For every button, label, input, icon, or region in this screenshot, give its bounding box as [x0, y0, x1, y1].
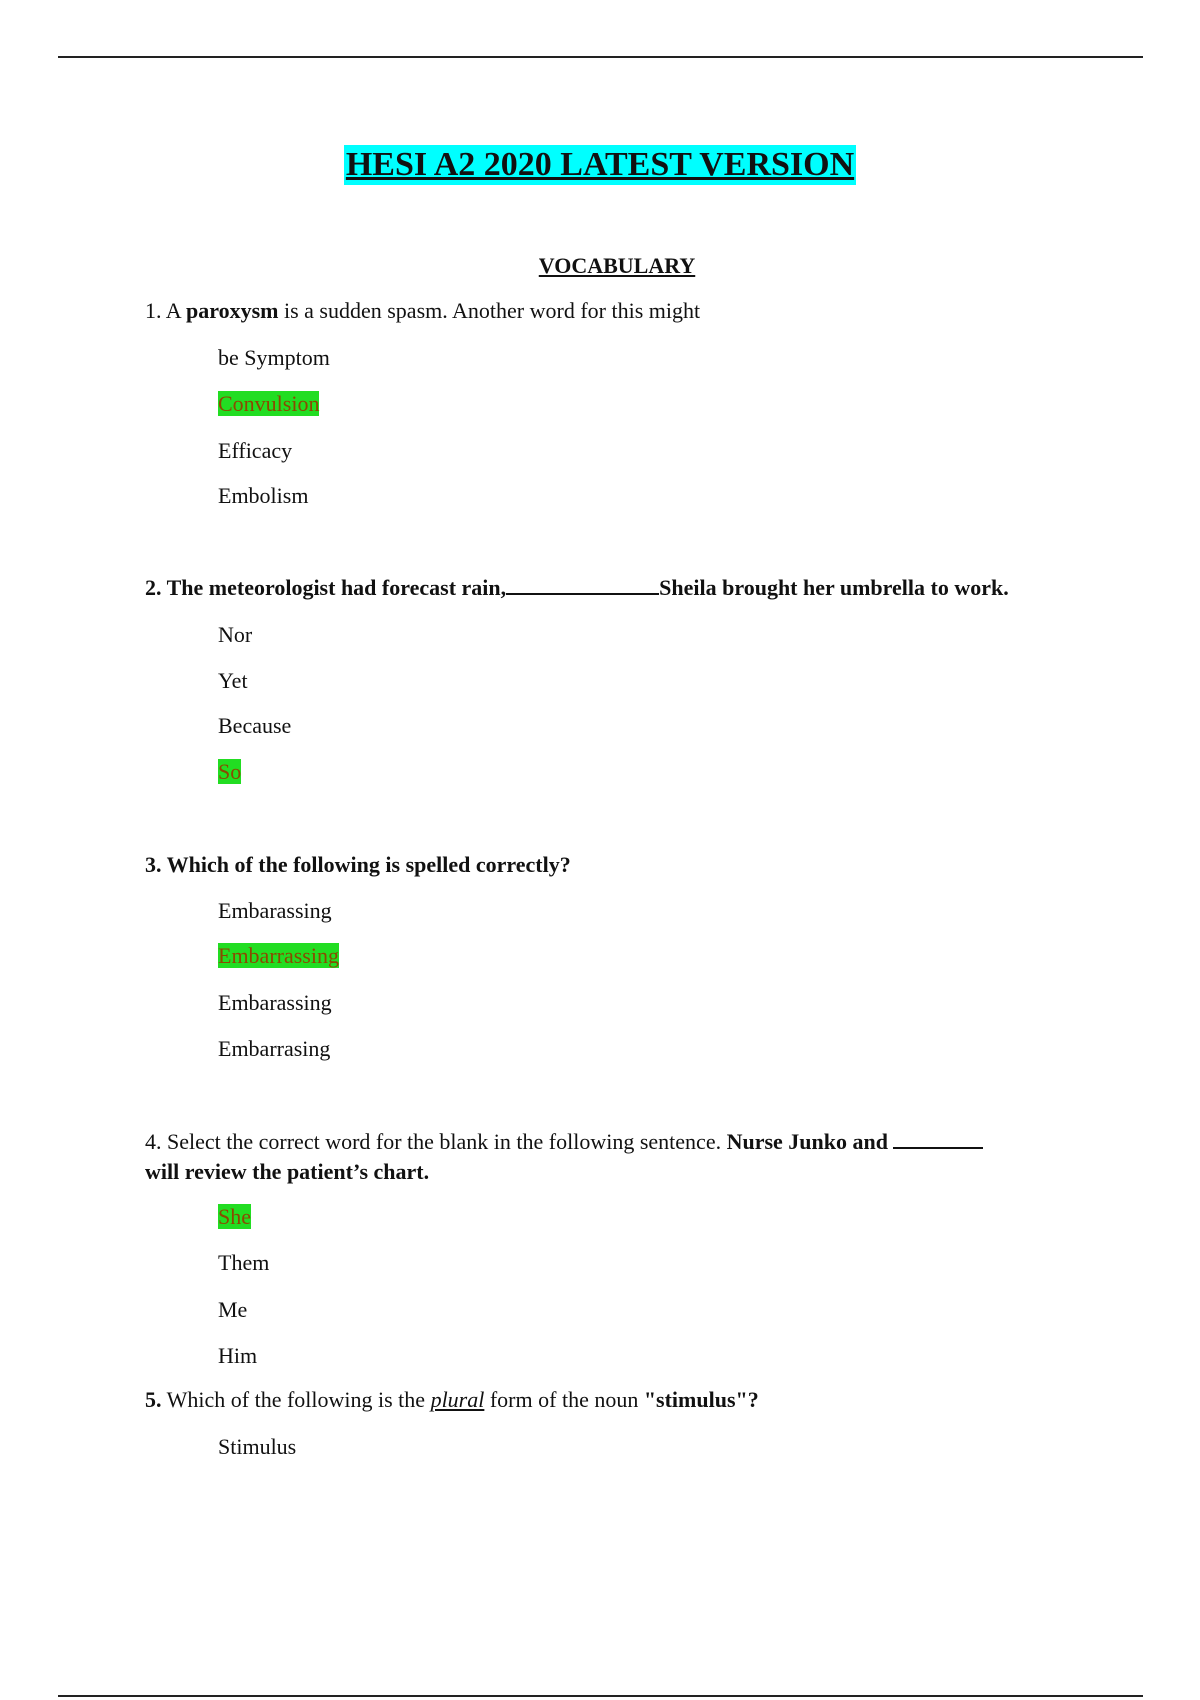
question-1 — [145, 296, 700, 326]
question-5 — [145, 1385, 759, 1415]
q3-option-2 — [218, 941, 339, 971]
question-1-pre: A — [165, 298, 181, 323]
q4-option-2: Them — [218, 1250, 270, 1275]
q3-answer-highlight: Embarrassing — [218, 943, 339, 968]
title-block — [0, 145, 1200, 185]
q1-answer-highlight: Convulsion — [218, 391, 320, 416]
q4-option-4: Him — [218, 1343, 258, 1368]
q2-answer-highlight: So — [218, 759, 242, 784]
question-4-text-c: will review the patient’s chart. — [145, 1159, 430, 1184]
q2-option-4 — [218, 757, 241, 787]
question-5-emphasis: plural — [430, 1387, 485, 1412]
q4-answer-highlight: She — [218, 1204, 251, 1229]
question-2-blank — [506, 573, 659, 595]
question-4-line-2 — [145, 1157, 429, 1187]
q2-option-3: Because — [218, 713, 292, 738]
question-1-term: paroxysm — [185, 298, 279, 323]
question-4-text-b: Nurse Junko and — [726, 1129, 888, 1154]
question-5-term: "stimulus"? — [643, 1387, 759, 1412]
question-5-text-a: Which of the following is the — [166, 1387, 426, 1412]
q1-option-1: be Symptom — [218, 345, 330, 370]
section-heading: VOCABULARY — [538, 253, 696, 278]
document-title: HESI A2 2020 LATEST VERSION — [345, 146, 855, 183]
question-5-text-b: form of the noun — [489, 1387, 639, 1412]
q3-option-4: Embarrasing — [218, 1036, 331, 1061]
q3-option-3: Embarassing — [218, 990, 332, 1015]
question-1-number: 1. — [145, 298, 162, 323]
top-rule — [58, 56, 1143, 58]
q1-option-3: Efficacy — [218, 438, 293, 463]
question-4-line-1 — [145, 1127, 983, 1157]
q1-option-2 — [218, 389, 319, 419]
section-heading-block — [0, 253, 1200, 279]
q4-option-1 — [218, 1202, 251, 1232]
question-5-number: 5. — [145, 1387, 162, 1412]
question-3-text: 3. Which of the following is spelled correctly? — [145, 852, 571, 877]
q4-option-3: Me — [218, 1297, 248, 1322]
question-2-text-a: 2. The meteorologist had forecast rain, — [145, 575, 507, 600]
q2-option-2: Yet — [218, 668, 248, 693]
q1-option-4: Embolism — [218, 483, 309, 508]
question-1-post: is a sudden spasm. Another word for this might — [283, 298, 701, 323]
q3-option-1: Embarassing — [218, 898, 332, 923]
question-3 — [145, 850, 571, 880]
question-4-text-a: 4. Select the correct word for the blank in the following sentence. — [145, 1129, 722, 1154]
q5-option-1: Stimulus — [218, 1434, 297, 1459]
question-4-blank — [893, 1127, 983, 1149]
question-2-text-b: Sheila brought her umbrella to work. — [659, 575, 1009, 600]
bottom-rule — [58, 1695, 1143, 1697]
q2-option-1: Nor — [218, 622, 253, 647]
question-2 — [145, 573, 1009, 603]
